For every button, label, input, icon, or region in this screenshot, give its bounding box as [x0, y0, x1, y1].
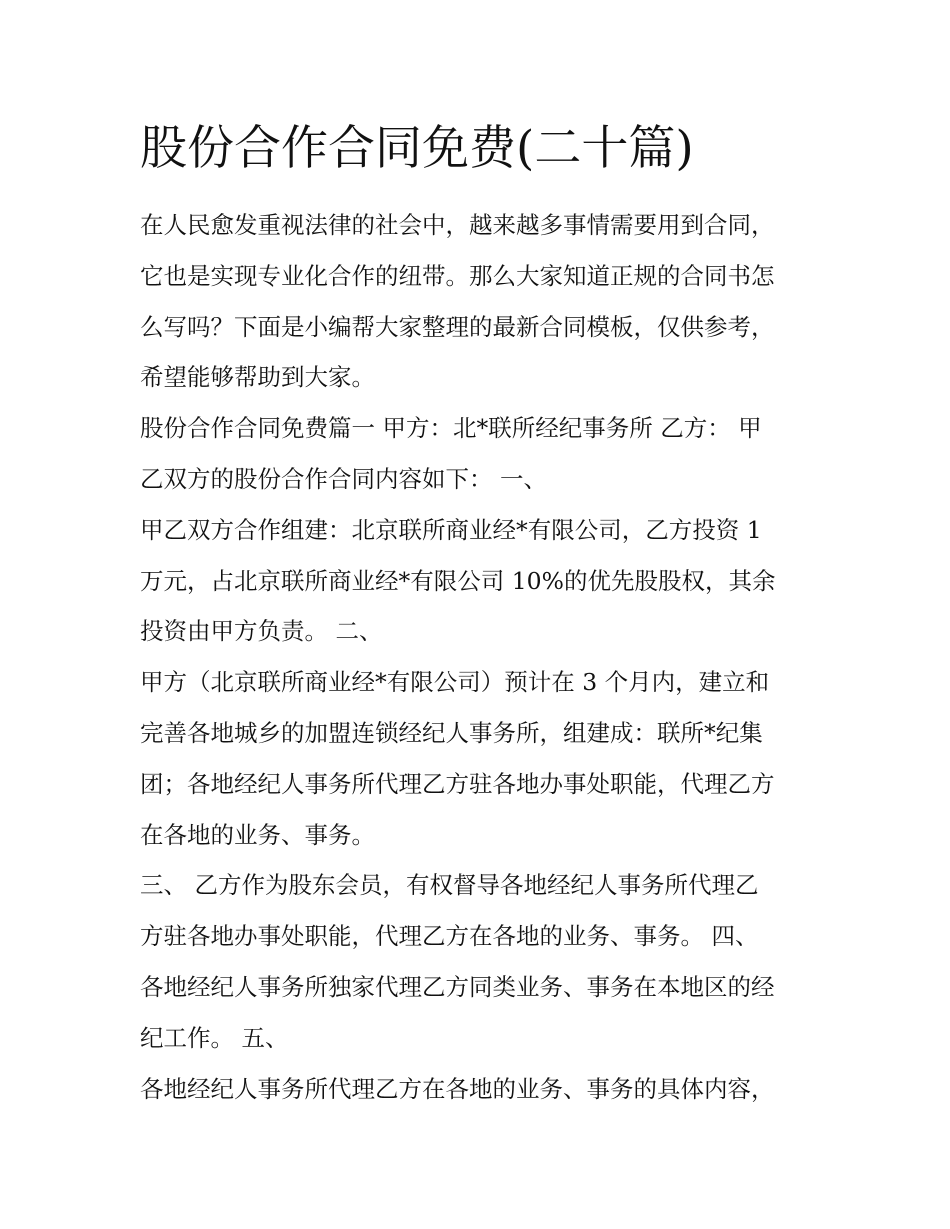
body-line: 团；各地经纪人事务所代理乙方驻各地办事处职能，代理乙方: [140, 769, 775, 798]
document-body: [140, 200, 820, 1114]
body-line: 方驻各地办事处职能，代理乙方在各地的业务、事务。 四、: [140, 922, 759, 951]
body-line: 各地经纪人事务所代理乙方在各地的业务、事务的具体内容，: [140, 1074, 775, 1103]
body-line: 三、 乙方作为股东会员，有权督导各地经纪人事务所代理乙: [140, 871, 759, 900]
body-line: 甲方（北京联所商业经*有限公司）预计在 3 个月内，建立和: [140, 668, 770, 697]
body-line: 各地经纪人事务所独家代理乙方同类业务、事务在本地区的经: [140, 972, 775, 1001]
document-title: 股份合作合同免费(二十篇): [140, 121, 694, 176]
body-line: 股份合作合同免费篇一 甲方：北*联所经纪事务所 乙方： 甲: [140, 414, 762, 443]
body-line: 在各地的业务、事务。: [140, 820, 375, 849]
body-line: 乙双方的股份合作合同内容如下： 一、: [140, 464, 547, 493]
body-line: 万元，占北京联所商业经*有限公司 10%的优先股股权，其余: [140, 566, 776, 595]
body-line: 它也是实现专业化合作的纽带。那么大家知道正规的合同书怎: [140, 261, 775, 290]
body-line: 在人民愈发重视法律的社会中，越来越多事情需要用到合同，: [140, 211, 775, 239]
body-line: 投资由甲方负责。 二、: [140, 617, 383, 646]
body-line: 完善各地城乡的加盟连锁经纪人事务所，组建成：联所*纪集: [140, 718, 763, 747]
body-line: 希望能够帮助到大家。: [140, 363, 375, 392]
body-line: 么写吗？下面是小编帮大家整理的最新合同模板，仅供参考，: [140, 312, 775, 341]
body-line: 甲乙双方合作组建：北京联所商业经*有限公司，乙方投资 1: [140, 515, 762, 544]
body-line: 纪工作。 五、: [140, 1023, 289, 1052]
